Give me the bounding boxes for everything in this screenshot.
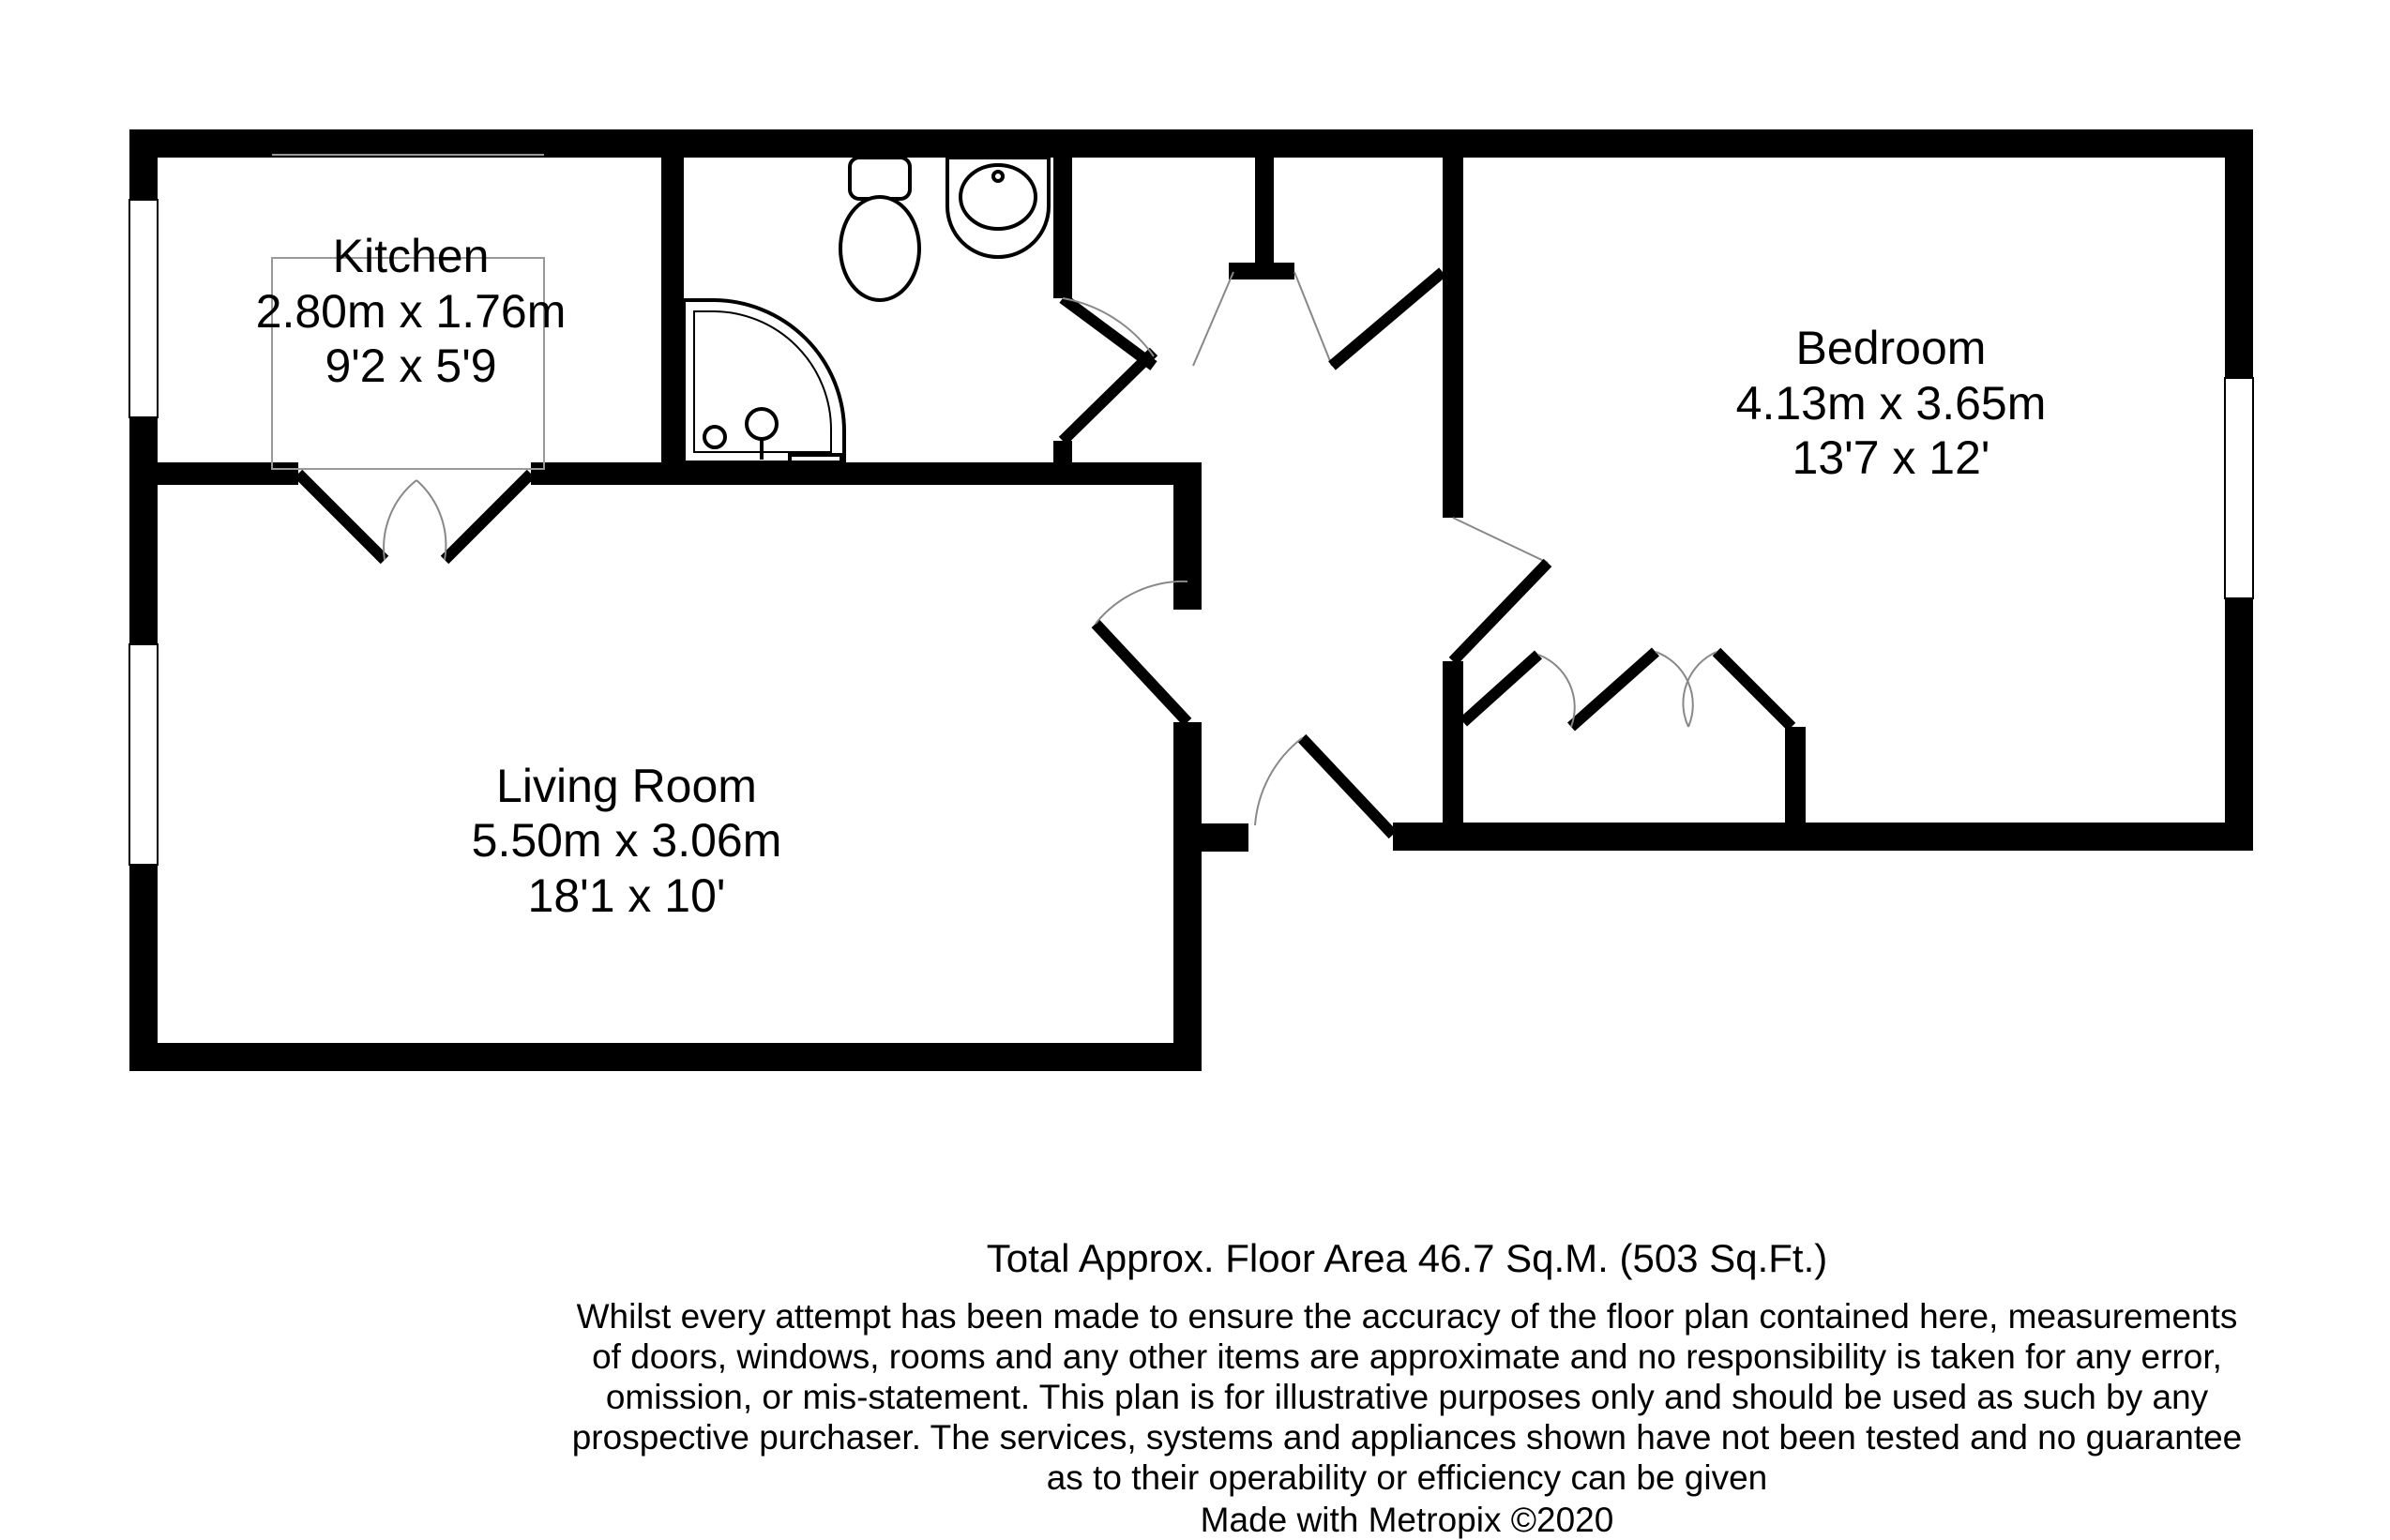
kitchen-name: Kitchen [332,230,490,282]
disclaimer [525,1296,2289,1498]
disclaimer-line: prospective purchaser. The services, systems and appliances shown have not been tested and no guarantee [571,1418,2243,1457]
room-labels [256,230,2047,922]
disclaimer-line: of doors, windows, rooms and any other items are approximate and no responsibility is taken for any error, [592,1337,2222,1376]
disclaimer-line: omission, or mis-statement. This plan is for illustrative purposes only and should be used as such by any [605,1378,2209,1416]
disclaimer-line: Whilst every attempt has been made to ensure the accuracy of the floor plan contained here, measurements [576,1297,2238,1336]
kitchen-metric: 2.80m x 1.76m [255,285,567,338]
living-room-metric: 5.50m x 3.06m [471,814,782,867]
metropix-credit: Made with Metropix ©2020 [1200,1501,1614,1539]
kitchen-window [129,200,158,417]
living-room-name: Living Room [496,760,757,812]
kitchen-imperial: 9'2 x 5'9 [325,340,497,392]
bedroom-imperial: 13'7 x 12' [1792,431,1990,484]
disclaimer-line: as to their operability or efficiency can be given [1046,1458,1768,1497]
toilet-icon [840,158,919,300]
bedroom-window [2225,378,2253,598]
shower-icon [684,300,844,462]
living-room-imperial: 18'1 x 10' [527,869,726,922]
doors [298,272,1792,835]
basin-icon [947,158,1049,257]
bedroom-name: Bedroom [1795,322,1987,374]
bathroom-fixtures [684,158,1049,462]
total-floor-area: Total Approx. Floor Area 46.7 Sq.M. (503 Sq.Ft.) [986,1236,1828,1280]
living-window [129,644,158,865]
bedroom-metric: 4.13m x 3.65m [1735,377,2047,430]
